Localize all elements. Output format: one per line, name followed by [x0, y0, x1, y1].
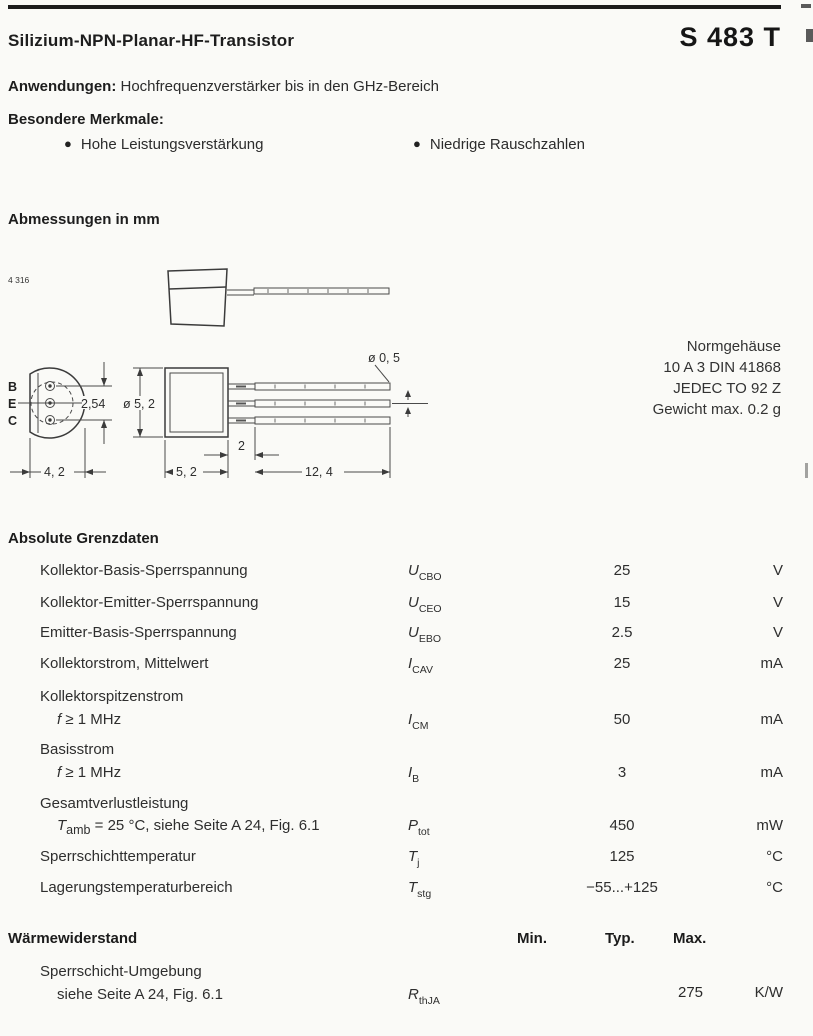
param-value: 3	[617, 764, 627, 781]
page-edge-artifact	[806, 29, 813, 42]
param-unit: mA	[760, 711, 783, 728]
top-rule	[8, 5, 781, 9]
param-symbol: $T_{stg}$	[408, 879, 432, 900]
dim-lead-offset: 2	[238, 439, 245, 453]
param-condition: f ≥ 1 MHz	[57, 764, 122, 781]
package-info-line: JEDEC TO 92 Z	[673, 380, 781, 397]
param-label: Sperrschichttemperatur	[40, 848, 196, 865]
param-unit: °C	[766, 848, 783, 865]
package-info-line: Normgehäuse	[686, 338, 781, 355]
param-value: 2.5	[611, 624, 633, 641]
param-value: −55...+125	[586, 879, 658, 896]
param-symbol: $I_B$	[408, 764, 420, 785]
col-header-typ: Typ.	[605, 930, 635, 947]
param-symbol: $I_{CAV}$	[408, 655, 433, 676]
param-value: 25	[613, 655, 631, 672]
param-symbol: $I_{CM}$	[408, 711, 429, 732]
param-label: Kollektor-Emitter-Sperrspannung	[40, 594, 259, 611]
param-condition: siehe Seite A 24, Fig. 6.1	[57, 986, 223, 1003]
param-unit: mA	[760, 655, 783, 672]
pin-label-e: E	[8, 397, 17, 411]
pin-label-c: C	[8, 414, 18, 428]
dim-lead-length: 12, 4	[305, 465, 333, 479]
applications-text: Hochfrequenzverstärker bis in den GHz-Bereich	[120, 78, 439, 95]
dimensions-heading: Abmessungen in mm	[8, 211, 160, 228]
section-title-thermal: Wärmewiderstand	[8, 930, 138, 947]
features-heading: Besondere Merkmale:	[8, 111, 164, 128]
front-view-drawing	[120, 351, 428, 479]
dim-pin-pitch: 2,54	[81, 397, 106, 411]
param-symbol: $U_{CEO}$	[408, 594, 442, 615]
param-condition: f ≥ 1 MHz	[57, 711, 122, 728]
param-value: 450	[609, 817, 635, 834]
param-symbol: $T_j$	[408, 848, 420, 869]
applications-label: Anwendungen:	[8, 78, 117, 95]
param-unit: mA	[760, 764, 783, 781]
param-unit: mW	[756, 817, 783, 834]
section-title-abs-max: Absolute Grenzdaten	[8, 530, 159, 547]
feature-item-label: Niedrige Rauschzahlen	[429, 136, 585, 153]
col-header-max: Max.	[673, 930, 707, 947]
param-value-max: 275	[677, 984, 704, 1001]
param-unit: V	[772, 594, 783, 611]
param-value: 25	[613, 562, 631, 579]
pin-label-b: B	[8, 380, 18, 394]
param-label: Lagerungstemperaturbereich	[40, 879, 233, 896]
page-edge-artifact	[805, 463, 808, 478]
param-symbol: $U_{EBO}$	[408, 624, 442, 645]
dim-body-width: 5, 2	[176, 465, 197, 479]
part-number: S 483 T	[679, 22, 781, 52]
dim-base-width: 4, 2	[44, 465, 65, 479]
param-unit: K/W	[754, 984, 783, 1001]
param-value: 15	[613, 594, 631, 611]
param-value: 50	[613, 711, 631, 728]
param-unit: °C	[766, 879, 783, 896]
bullet-icon: ●	[413, 136, 421, 151]
param-symbol: $P_{tot}$	[408, 817, 430, 838]
param-label: Emitter-Basis-Sperrspannung	[40, 624, 237, 641]
param-label: Sperrschicht-Umgebung	[40, 963, 202, 980]
page-edge-artifact	[801, 4, 811, 8]
package-info-line: Gewicht max. 0.2 g	[652, 401, 781, 418]
param-unit: V	[772, 562, 783, 579]
param-unit: V	[772, 624, 783, 641]
bullet-icon: ●	[64, 136, 72, 151]
param-label: Kollektorstrom, Mittelwert	[40, 655, 209, 672]
param-value: 125	[609, 848, 635, 865]
bottom-view-drawing	[8, 362, 112, 479]
col-header-min: Min.	[517, 930, 547, 947]
param-symbol: $U_{CBO}$	[408, 562, 442, 583]
package-dimension-drawing	[0, 250, 450, 490]
dim-body-diameter: ø 5, 2	[123, 397, 155, 411]
param-label: Kollektorspitzenstrom	[40, 688, 184, 705]
feature-item	[413, 136, 585, 153]
package-info	[653, 336, 781, 420]
dim-lead-diameter: ø 0, 5	[368, 351, 400, 365]
param-label: Gesamtverlustleistung	[40, 795, 189, 812]
param-symbol: $R_{thJA}$	[408, 986, 440, 1007]
param-label: Kollektor-Basis-Sperrspannung	[40, 562, 248, 579]
page-title: Silizium-NPN-Planar-HF-Transistor	[8, 31, 295, 50]
applications-line	[8, 78, 439, 95]
drawing-number: 4 316	[8, 275, 30, 285]
param-condition: $T_{amb} = 25$ °C, siehe Seite A 24, Fig. 6.1	[57, 817, 320, 837]
package-info-line: 10 A 3 DIN 41868	[663, 359, 781, 376]
feature-item-label: Hohe Leistungsverstärkung	[80, 136, 264, 153]
feature-item	[64, 136, 263, 153]
param-label: Basisstrom	[40, 741, 115, 758]
top-view-drawing	[168, 269, 389, 326]
